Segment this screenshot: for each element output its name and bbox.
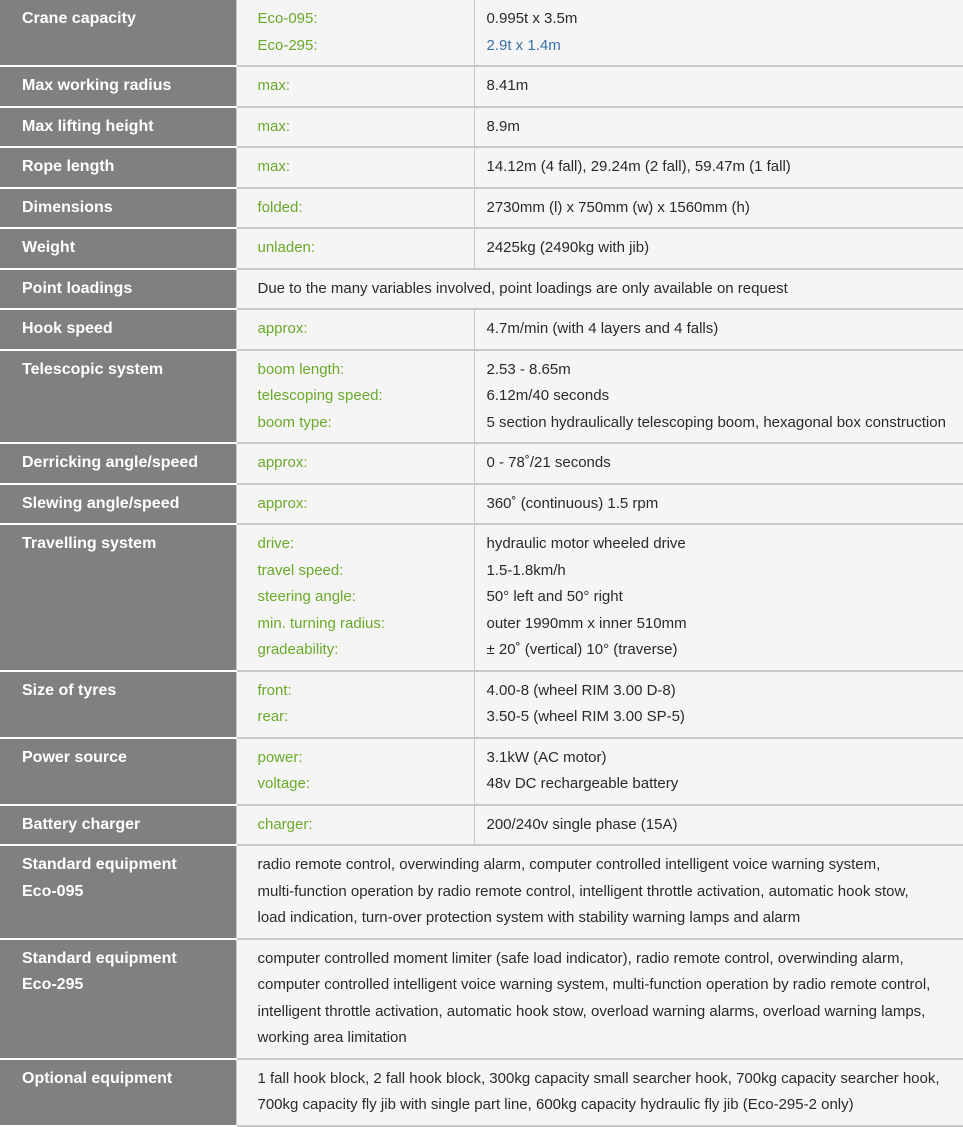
spec-value: 48v DC rechargeable battery <box>487 771 963 798</box>
spec-row-labels <box>236 66 474 107</box>
spec-row <box>0 0 963 66</box>
spec-row-labels <box>236 524 474 671</box>
spec-row-labels <box>236 443 474 484</box>
spec-row-labels <box>236 484 474 525</box>
spec-row-heading-line: Eco-095 <box>22 879 236 906</box>
spec-row-labels <box>236 147 474 188</box>
spec-label: drive: <box>258 531 474 558</box>
spec-row <box>0 269 963 310</box>
spec-description-line: 700kg capacity fly jib with single part line, 600kg capacity hydraulic fly jib (Eco-295-2 only) <box>258 1092 963 1119</box>
spec-row <box>0 939 963 1059</box>
spec-value: 14.12m (4 fall), 29.24m (2 fall), 59.47m (1 fall) <box>487 154 963 181</box>
spec-row-heading: Telescopic system <box>0 350 236 444</box>
spec-value: 0.995t x 3.5m <box>487 6 963 33</box>
spec-row-values <box>474 671 963 738</box>
spec-value: 4.00-8 (wheel RIM 3.00 D-8) <box>487 678 963 705</box>
spec-row-labels <box>236 309 474 350</box>
spec-row-heading: Derricking angle/speed <box>0 443 236 484</box>
spec-row-values <box>474 228 963 269</box>
spec-row-description <box>236 845 963 939</box>
spec-label: power: <box>258 745 474 772</box>
spec-row <box>0 443 963 484</box>
spec-label: Eco-295: <box>258 33 474 60</box>
spec-row-heading: Dimensions <box>0 188 236 229</box>
spec-row-heading: Point loadings <box>0 269 236 310</box>
spec-value: 0 - 78˚/21 seconds <box>487 450 963 477</box>
spec-row-values <box>474 0 963 66</box>
spec-row-values <box>474 443 963 484</box>
spec-row-values <box>474 188 963 229</box>
spec-row-heading: Max working radius <box>0 66 236 107</box>
spec-row-heading <box>0 939 236 1059</box>
spec-value: 2.9t x 1.4m <box>487 33 963 60</box>
spec-description-line: intelligent throttle activation, automatic hook stow, overload warning alarms, overload warning lamps, <box>258 999 963 1026</box>
spec-row-description <box>236 939 963 1059</box>
spec-row <box>0 147 963 188</box>
spec-value: 1.5-1.8km/h <box>487 558 963 585</box>
spec-value: 5 section hydraulically telescoping boom, hexagonal box construction <box>487 410 963 437</box>
spec-row-values <box>474 350 963 444</box>
spec-row-values <box>474 147 963 188</box>
spec-row-labels <box>236 671 474 738</box>
spec-row-description <box>236 269 963 310</box>
spec-label: front: <box>258 678 474 705</box>
spec-row-heading-line: Standard equipment <box>22 946 236 973</box>
spec-row-heading: Rope length <box>0 147 236 188</box>
spec-value: 4.7m/min (with 4 layers and 4 falls) <box>487 316 963 343</box>
spec-label: min. turning radius: <box>258 611 474 638</box>
spec-label: boom length: <box>258 357 474 384</box>
spec-description-line: Due to the many variables involved, point loadings are only available on request <box>258 276 963 303</box>
spec-label: approx: <box>258 316 474 343</box>
spec-row <box>0 350 963 444</box>
spec-row <box>0 228 963 269</box>
spec-description-line: radio remote control, overwinding alarm, computer controlled intelligent voice warning system, <box>258 852 963 879</box>
spec-label: charger: <box>258 812 474 839</box>
spec-row-heading <box>0 845 236 939</box>
spec-value: 8.9m <box>487 114 963 141</box>
spec-value: 3.1kW (AC motor) <box>487 745 963 772</box>
spec-row <box>0 188 963 229</box>
spec-row-labels <box>236 107 474 148</box>
spec-row-labels <box>236 188 474 229</box>
spec-row-heading: Crane capacity <box>0 0 236 66</box>
spec-row <box>0 1059 963 1126</box>
spec-row <box>0 66 963 107</box>
spec-row-heading: Size of tyres <box>0 671 236 738</box>
spec-value: 360˚ (continuous) 1.5 rpm <box>487 491 963 518</box>
spec-value: 2.53 - 8.65m <box>487 357 963 384</box>
spec-row-labels <box>236 738 474 805</box>
spec-label: rear: <box>258 704 474 731</box>
spec-row-heading: Battery charger <box>0 805 236 846</box>
spec-row-values <box>474 805 963 846</box>
spec-label: max: <box>258 154 474 181</box>
spec-value: 2425kg (2490kg with jib) <box>487 235 963 262</box>
spec-value: 50° left and 50° right <box>487 584 963 611</box>
spec-value: ± 20˚ (vertical) 10° (traverse) <box>487 637 963 664</box>
spec-label: telescoping speed: <box>258 383 474 410</box>
spec-value: 8.41m <box>487 73 963 100</box>
spec-row <box>0 845 963 939</box>
spec-row-values <box>474 484 963 525</box>
spec-row-heading: Weight <box>0 228 236 269</box>
spec-description-line: load indication, turn-over protection system with stability warning lamps and alarm <box>258 905 963 932</box>
spec-row-heading-line: Standard equipment <box>22 852 236 879</box>
spec-description-line: multi-function operation by radio remote control, intelligent throttle activation, automatic hook stow, <box>258 879 963 906</box>
spec-row <box>0 805 963 846</box>
spec-label: travel speed: <box>258 558 474 585</box>
spec-row-values <box>474 66 963 107</box>
spec-row <box>0 484 963 525</box>
spec-row-description <box>236 1059 963 1126</box>
spec-label: max: <box>258 73 474 100</box>
spec-description-line: working area limitation <box>258 1025 963 1052</box>
spec-row <box>0 738 963 805</box>
spec-row-labels <box>236 0 474 66</box>
spec-value: 200/240v single phase (15A) <box>487 812 963 839</box>
spec-label: folded: <box>258 195 474 222</box>
spec-row-values <box>474 524 963 671</box>
spec-value: 6.12m/40 seconds <box>487 383 963 410</box>
spec-row <box>0 671 963 738</box>
spec-row-heading: Travelling system <box>0 524 236 671</box>
spec-label: Eco-095: <box>258 6 474 33</box>
spec-row-heading: Max lifting height <box>0 107 236 148</box>
spec-label: approx: <box>258 491 474 518</box>
spec-row-labels <box>236 228 474 269</box>
spec-description-line: computer controlled intelligent voice warning system, multi-function operation by radio remote control, <box>258 972 963 999</box>
spec-label: approx: <box>258 450 474 477</box>
spec-row <box>0 524 963 671</box>
spec-value: 2730mm (l) x 750mm (w) x 1560mm (h) <box>487 195 963 222</box>
spec-label: max: <box>258 114 474 141</box>
spec-value: outer 1990mm x inner 510mm <box>487 611 963 638</box>
spec-row <box>0 107 963 148</box>
spec-label: voltage: <box>258 771 474 798</box>
spec-row-values <box>474 738 963 805</box>
spec-value: 3.50-5 (wheel RIM 3.00 SP-5) <box>487 704 963 731</box>
spec-label: boom type: <box>258 410 474 437</box>
spec-row-heading-line: Eco-295 <box>22 972 236 999</box>
spec-row <box>0 309 963 350</box>
spec-row-labels <box>236 805 474 846</box>
spec-label: steering angle: <box>258 584 474 611</box>
spec-row-heading: Slewing angle/speed <box>0 484 236 525</box>
spec-value: hydraulic motor wheeled drive <box>487 531 963 558</box>
spec-row-values <box>474 309 963 350</box>
spec-description-line: 1 fall hook block, 2 fall hook block, 300kg capacity small searcher hook, 700kg capacity searcher hook, <box>258 1066 963 1093</box>
spec-row-heading: Optional equipment <box>0 1059 236 1126</box>
spec-row-heading: Power source <box>0 738 236 805</box>
spec-label: gradeability: <box>258 637 474 664</box>
spec-row-values <box>474 107 963 148</box>
spec-description-line: computer controlled moment limiter (safe load indicator), radio remote control, overwinding alarm, <box>258 946 963 973</box>
spec-row-heading: Hook speed <box>0 309 236 350</box>
spec-row-labels <box>236 350 474 444</box>
spec-label: unladen: <box>258 235 474 262</box>
